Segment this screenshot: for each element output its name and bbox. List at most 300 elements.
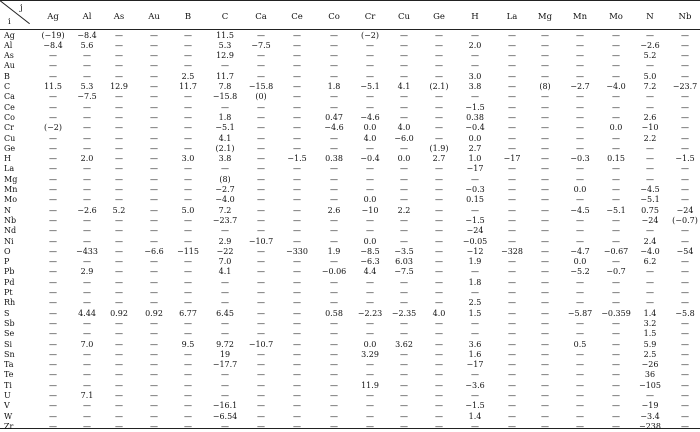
table-cell: — xyxy=(541,339,549,349)
table-cell: — xyxy=(115,257,123,267)
table-cell: — xyxy=(576,370,584,380)
table-cell: — xyxy=(83,123,91,133)
table-cell: — xyxy=(612,92,620,102)
table-cell: — xyxy=(83,102,91,112)
row-header: Pb xyxy=(4,267,15,277)
table-cell: 5.3 xyxy=(218,40,232,50)
table-cell: −24 xyxy=(676,205,694,215)
table-cell: — xyxy=(576,164,584,174)
table-cell: 0.0 xyxy=(363,339,377,349)
table-cell: — xyxy=(576,318,584,328)
table-cell: — xyxy=(330,143,338,153)
table-cell: — xyxy=(293,215,301,225)
table-cell: — xyxy=(576,123,584,133)
table-cell: — xyxy=(508,143,516,153)
table-cell: — xyxy=(400,30,408,40)
table-cell: −2.23 xyxy=(357,308,383,318)
table-cell: — xyxy=(681,40,689,50)
table-cell: 0.38 xyxy=(466,112,484,122)
table-cell: — xyxy=(646,154,654,164)
table-cell: — xyxy=(150,370,158,380)
table-cell: — xyxy=(184,133,192,143)
table-cell: — xyxy=(293,133,301,143)
table-cell: — xyxy=(400,236,408,246)
table-cell: — xyxy=(49,391,57,400)
table-cell: — xyxy=(150,411,158,421)
table-cell: — xyxy=(49,226,57,236)
table-cell: — xyxy=(681,360,689,370)
table-cell: — xyxy=(221,391,229,400)
table-cell: — xyxy=(541,92,549,102)
table-cell: −4.7 xyxy=(570,246,590,256)
table-cell: — xyxy=(330,349,338,359)
table-cell: — xyxy=(612,40,620,50)
table-cell: — xyxy=(115,143,123,153)
table-cell: — xyxy=(257,257,265,267)
table-cell: — xyxy=(435,112,443,122)
table-cell: — xyxy=(576,288,584,297)
table-cell: — xyxy=(508,329,516,339)
table-cell: −23.7 xyxy=(212,215,238,225)
table-cell: — xyxy=(257,318,265,328)
table-cell: 11.5 xyxy=(216,30,234,40)
table-cell: — xyxy=(150,391,158,400)
table-cell: — xyxy=(150,205,158,215)
table-cell: — xyxy=(435,277,443,287)
table-cell: −8.4 xyxy=(43,40,63,50)
column-header: Ag xyxy=(47,12,59,22)
table-cell: — xyxy=(257,61,265,71)
table-cell: — xyxy=(576,226,584,236)
table-cell: — xyxy=(257,360,265,370)
table-cell: — xyxy=(330,102,338,112)
table-cell: — xyxy=(541,61,549,71)
row-header: B xyxy=(4,71,10,81)
table-cell: −5.87 xyxy=(567,308,593,318)
table-cell: — xyxy=(184,421,192,431)
table-cell: −1.5 xyxy=(465,401,485,411)
table-cell: −5.1 xyxy=(360,82,380,91)
table-cell: — xyxy=(293,195,301,205)
table-cell: — xyxy=(400,195,408,205)
table-cell: — xyxy=(435,174,443,184)
table-cell: — xyxy=(541,71,549,81)
table-cell: — xyxy=(49,339,57,349)
table-cell: — xyxy=(184,411,192,421)
corner-diagonal-line xyxy=(0,0,30,24)
table-cell: 9.72 xyxy=(216,339,234,349)
table-cell: — xyxy=(541,236,549,246)
table-cell: — xyxy=(646,30,654,40)
table-cell: — xyxy=(49,401,57,411)
table-cell: 1.9 xyxy=(468,257,482,267)
table-cell: — xyxy=(330,215,338,225)
table-cell: — xyxy=(435,339,443,349)
table-cell: — xyxy=(508,257,516,267)
table-cell: — xyxy=(612,298,620,308)
table-cell: — xyxy=(150,143,158,153)
table-cell: — xyxy=(400,380,408,390)
table-cell: — xyxy=(184,236,192,246)
table-cell: — xyxy=(435,411,443,421)
table-cell: — xyxy=(330,133,338,143)
table-cell: −6.54 xyxy=(212,411,238,421)
table-cell: — xyxy=(366,298,374,308)
table-cell: — xyxy=(115,288,123,297)
table-cell: — xyxy=(366,143,374,153)
table-cell: — xyxy=(257,195,265,205)
table-cell: — xyxy=(435,421,443,431)
table-cell: — xyxy=(612,421,620,431)
table-cell: — xyxy=(435,391,443,400)
table-cell: — xyxy=(400,370,408,380)
table-cell: — xyxy=(293,318,301,328)
table-cell: — xyxy=(612,112,620,122)
table-cell: — xyxy=(366,277,374,287)
table-cell: — xyxy=(612,71,620,81)
table-cell: — xyxy=(83,51,91,61)
table-cell: — xyxy=(184,164,192,174)
table-cell: — xyxy=(612,30,620,40)
table-cell: 9.5 xyxy=(181,339,195,349)
row-header: W xyxy=(4,411,13,421)
row-header: Cu xyxy=(4,133,16,143)
table-cell: 2.5 xyxy=(643,349,657,359)
table-cell: 3.2 xyxy=(643,318,657,328)
table-cell: — xyxy=(150,349,158,359)
table-cell: — xyxy=(576,236,584,246)
table-cell: — xyxy=(541,380,549,390)
table-cell: — xyxy=(150,133,158,143)
table-cell: — xyxy=(508,40,516,50)
table-cell: — xyxy=(681,329,689,339)
table-cell: — xyxy=(184,92,192,102)
table-cell: — xyxy=(83,421,91,431)
table-cell: — xyxy=(435,318,443,328)
table-cell: — xyxy=(508,61,516,71)
table-cell: — xyxy=(184,329,192,339)
table-cell: — xyxy=(681,226,689,236)
table-cell: 0.0 xyxy=(363,123,377,133)
table-cell: — xyxy=(541,133,549,143)
table-cell: — xyxy=(681,102,689,112)
table-cell: — xyxy=(115,51,123,61)
row-header: Sb xyxy=(4,318,15,328)
table-cell: −4.5 xyxy=(570,205,590,215)
table-cell: −0.359 xyxy=(601,308,631,318)
table-cell: −16.1 xyxy=(212,401,238,411)
table-cell: — xyxy=(257,411,265,421)
table-cell: — xyxy=(508,380,516,390)
table-cell: — xyxy=(293,391,301,400)
table-cell: — xyxy=(293,257,301,267)
table-cell: (0) xyxy=(255,92,267,102)
table-cell: — xyxy=(293,30,301,40)
column-header: Cu xyxy=(398,12,410,22)
table-cell: — xyxy=(293,226,301,236)
table-cell: — xyxy=(612,257,620,267)
table-cell: −328 xyxy=(501,246,523,256)
table-cell: −3.4 xyxy=(640,411,660,421)
table-cell: −115 xyxy=(177,246,199,256)
column-header: Ce xyxy=(291,12,303,22)
table-cell: — xyxy=(115,164,123,174)
table-cell: 0.38 xyxy=(325,154,343,164)
table-cell: — xyxy=(612,215,620,225)
table-cell: — xyxy=(184,185,192,194)
table-cell: 0.0 xyxy=(573,185,587,194)
table-cell: — xyxy=(508,267,516,277)
table-cell: — xyxy=(49,185,57,194)
table-cell: — xyxy=(400,40,408,50)
table-cell: — xyxy=(400,51,408,61)
table-cell: — xyxy=(49,308,57,318)
row-header: U xyxy=(4,391,11,400)
table-cell: — xyxy=(150,40,158,50)
table-cell: — xyxy=(681,185,689,194)
table-cell: −330 xyxy=(286,246,308,256)
table-cell: — xyxy=(366,164,374,174)
table-cell: — xyxy=(576,421,584,431)
corner-column-symbol: j xyxy=(20,3,23,13)
table-cell: −5.8 xyxy=(675,308,695,318)
table-cell: — xyxy=(612,288,620,297)
table-cell: — xyxy=(508,112,516,122)
table-cell: 0.0 xyxy=(609,123,623,133)
table-cell: — xyxy=(435,185,443,194)
table-cell: — xyxy=(49,61,57,71)
table-cell: — xyxy=(576,61,584,71)
table-cell: 36 xyxy=(644,370,656,380)
table-cell: −24 xyxy=(641,215,659,225)
table-cell: — xyxy=(115,360,123,370)
table-cell: — xyxy=(681,380,689,390)
table-cell: — xyxy=(508,318,516,328)
table-cell: −5.1 xyxy=(606,205,626,215)
table-cell: −0.67 xyxy=(603,246,629,256)
table-cell: — xyxy=(435,370,443,380)
table-cell: — xyxy=(330,298,338,308)
table-cell: — xyxy=(150,215,158,225)
table-cell: — xyxy=(541,185,549,194)
table-cell: — xyxy=(330,339,338,349)
table-cell: 0.15 xyxy=(607,154,625,164)
table-cell: 0.92 xyxy=(110,308,128,318)
table-cell: −5.1 xyxy=(215,123,235,133)
table-cell: — xyxy=(400,71,408,81)
table-cell: — xyxy=(541,40,549,50)
table-cell: 7.0 xyxy=(80,339,94,349)
table-cell: (−0.7) xyxy=(672,215,698,225)
table-cell: — xyxy=(508,215,516,225)
table-cell: — xyxy=(435,51,443,61)
table-cell: — xyxy=(293,92,301,102)
table-cell: 5.3 xyxy=(80,82,94,91)
table-cell: 7.8 xyxy=(218,82,232,91)
table-cell: — xyxy=(612,174,620,184)
table-cell: — xyxy=(83,318,91,328)
table-cell: — xyxy=(366,61,374,71)
column-header: La xyxy=(506,12,518,22)
table-cell: — xyxy=(257,164,265,174)
table-cell: −105 xyxy=(639,380,661,390)
table-cell: — xyxy=(576,349,584,359)
table-cell: — xyxy=(681,236,689,246)
table-cell: — xyxy=(330,51,338,61)
table-cell: — xyxy=(541,288,549,297)
table-cell: — xyxy=(541,391,549,400)
table-cell: 5.0 xyxy=(181,205,195,215)
table-cell: 0.0 xyxy=(573,257,587,267)
table-cell: — xyxy=(681,61,689,71)
table-cell: — xyxy=(541,174,549,184)
table-cell: — xyxy=(257,30,265,40)
table-cell: −0.4 xyxy=(465,123,485,133)
row-header: H xyxy=(4,154,11,164)
table-cell: — xyxy=(366,318,374,328)
table-cell: — xyxy=(184,123,192,133)
table-cell: 2.5 xyxy=(181,71,195,81)
table-cell: — xyxy=(115,123,123,133)
table-cell: −26 xyxy=(641,360,659,370)
table-cell: (8) xyxy=(539,82,551,91)
table-cell: 2.6 xyxy=(643,112,657,122)
table-cell: — xyxy=(400,277,408,287)
row-header: Ta xyxy=(4,360,14,370)
column-header: Cr xyxy=(364,12,376,22)
table-cell: — xyxy=(508,391,516,400)
table-cell: — xyxy=(508,123,516,133)
table-cell: −10.7 xyxy=(248,236,274,246)
table-cell: — xyxy=(221,226,229,236)
table-cell: — xyxy=(49,267,57,277)
table-cell: — xyxy=(150,174,158,184)
table-cell: — xyxy=(681,123,689,133)
table-cell: 5.9 xyxy=(643,339,657,349)
table-cell: — xyxy=(115,71,123,81)
table-cell: — xyxy=(681,164,689,174)
table-cell: — xyxy=(646,92,654,102)
table-cell: (1.9) xyxy=(429,143,449,153)
table-cell: 11.5 xyxy=(44,82,62,91)
table-cell: — xyxy=(150,112,158,122)
table-cell: — xyxy=(293,308,301,318)
table-cell: 2.5 xyxy=(468,298,482,308)
table-cell: — xyxy=(293,143,301,153)
table-cell: 6.2 xyxy=(643,257,657,267)
table-cell: — xyxy=(184,215,192,225)
table-cell: — xyxy=(330,174,338,184)
row-header: Al xyxy=(4,40,13,50)
table-cell: — xyxy=(366,401,374,411)
corner-row-symbol: i xyxy=(8,17,11,27)
table-cell: — xyxy=(541,308,549,318)
table-cell: — xyxy=(646,143,654,153)
table-cell: — xyxy=(83,215,91,225)
table-cell: — xyxy=(366,71,374,81)
table-cell: — xyxy=(435,226,443,236)
row-header: Pt xyxy=(4,288,13,297)
row-header: Nd xyxy=(4,226,17,236)
table-cell: — xyxy=(508,102,516,112)
table-cell: — xyxy=(471,51,479,61)
table-cell: 11.9 xyxy=(361,380,379,390)
table-cell: — xyxy=(435,329,443,339)
row-header: V xyxy=(4,401,10,411)
table-cell: 2.9 xyxy=(80,267,94,277)
table-cell: −3.5 xyxy=(394,246,414,256)
table-cell: 2.7 xyxy=(468,143,482,153)
table-cell: — xyxy=(646,174,654,184)
table-cell: — xyxy=(150,154,158,164)
table-cell: — xyxy=(435,267,443,277)
table-cell: — xyxy=(257,102,265,112)
table-cell: — xyxy=(435,257,443,267)
table-cell: 1.5 xyxy=(468,308,482,318)
table-cell: −1.5 xyxy=(465,102,485,112)
table-cell: −15.8 xyxy=(212,92,238,102)
table-cell: 1.8 xyxy=(218,112,232,122)
table-cell: — xyxy=(115,246,123,256)
table-cell: −12 xyxy=(466,246,484,256)
table-cell: — xyxy=(576,380,584,390)
table-cell: 5.2 xyxy=(112,205,126,215)
row-header: S xyxy=(4,308,10,318)
table-cell: — xyxy=(400,421,408,431)
row-header: Ni xyxy=(4,236,14,246)
table-cell: — xyxy=(150,123,158,133)
table-cell: (2.1) xyxy=(215,143,235,153)
table-cell: 2.2 xyxy=(643,133,657,143)
table-cell: −17 xyxy=(466,164,484,174)
table-cell: — xyxy=(471,318,479,328)
table-cell: — xyxy=(49,298,57,308)
table-cell: — xyxy=(221,164,229,174)
table-cell: — xyxy=(541,360,549,370)
table-cell: — xyxy=(49,421,57,431)
row-header: N xyxy=(4,205,11,215)
table-cell: — xyxy=(150,82,158,91)
row-header: O xyxy=(4,246,11,256)
table-cell: — xyxy=(150,360,158,370)
table-cell: — xyxy=(330,185,338,194)
column-header: Nb xyxy=(678,12,692,22)
table-cell: 3.0 xyxy=(181,154,195,164)
table-cell: −10 xyxy=(641,123,659,133)
table-cell: — xyxy=(366,215,374,225)
table-cell: — xyxy=(49,92,57,102)
table-cell: −5.2 xyxy=(570,267,590,277)
table-cell: −2.7 xyxy=(570,82,590,91)
table-cell: — xyxy=(612,102,620,112)
table-cell: — xyxy=(541,318,549,328)
table-cell: — xyxy=(184,195,192,205)
table-cell: — xyxy=(576,51,584,61)
table-cell: — xyxy=(184,267,192,277)
table-cell: — xyxy=(184,143,192,153)
table-cell: — xyxy=(184,51,192,61)
table-cell: — xyxy=(366,174,374,184)
column-header: As xyxy=(113,12,125,22)
table-cell: — xyxy=(330,421,338,431)
table-cell: — xyxy=(400,318,408,328)
table-cell: — xyxy=(435,40,443,50)
table-cell: — xyxy=(612,401,620,411)
table-cell: 1.0 xyxy=(468,154,482,164)
table-cell: — xyxy=(293,360,301,370)
table-cell: 12.9 xyxy=(216,51,234,61)
row-header: Ca xyxy=(4,92,15,102)
